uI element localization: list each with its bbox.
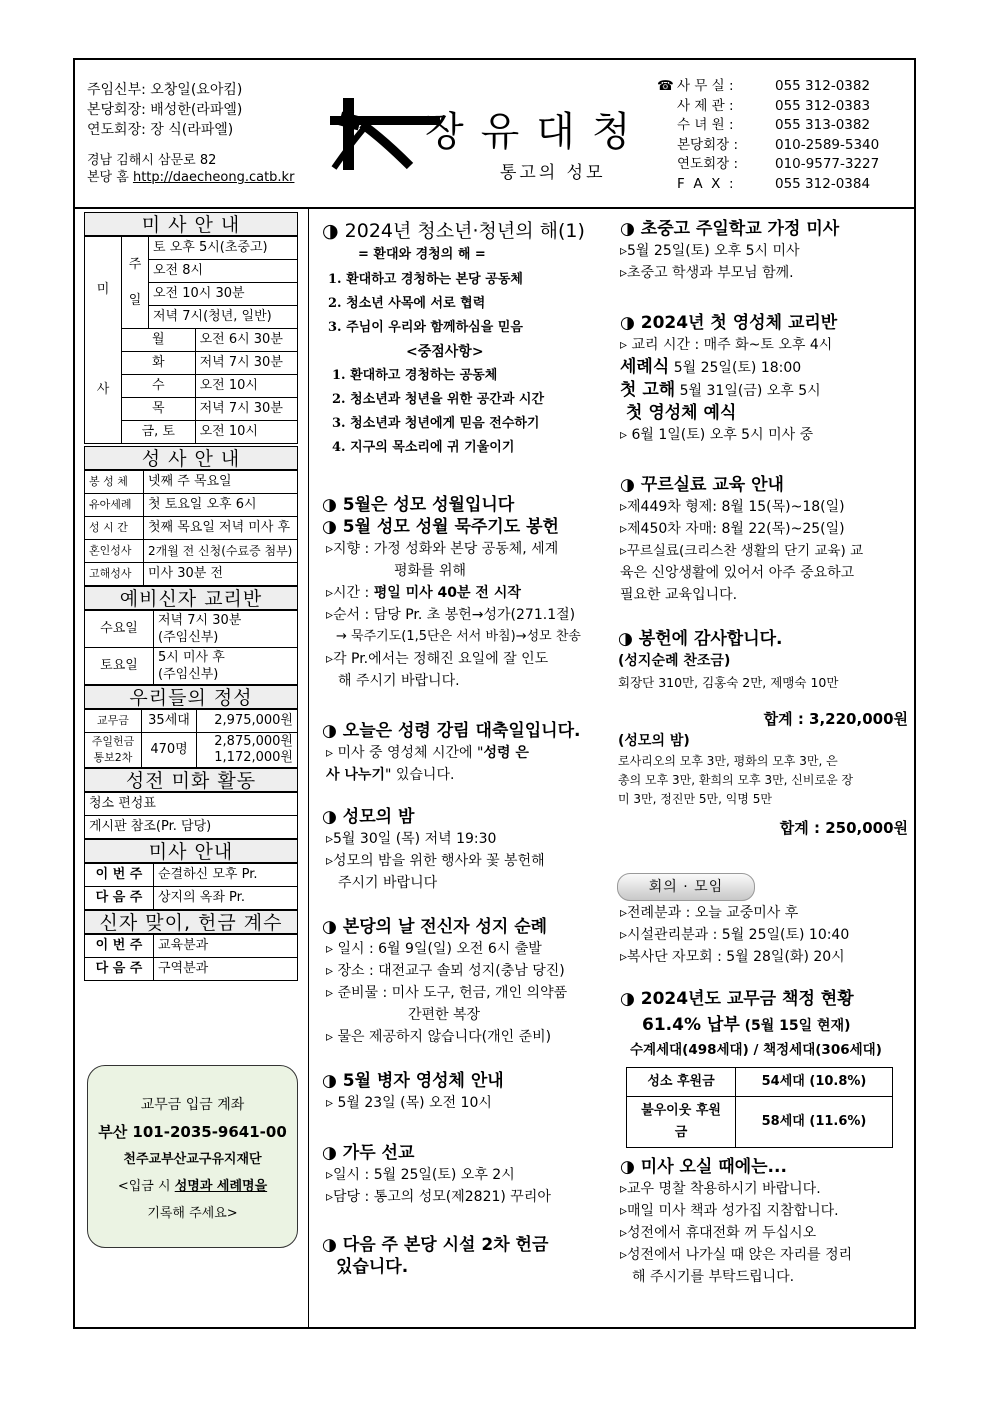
header-divider [73,207,916,209]
contact-list [657,77,879,194]
offering-title: 우리들의 정성 [84,685,298,709]
sacrament-title: 성 사 안 내 [84,446,298,470]
first-communion-section: ◑ 2024년 첫 영성체 교리반 ▹ 교리 시간 : 매주 화~토 오후 4시 세례식 5월 25일(토) 18:00 첫 고해 5월 31일(금) 오후 5시 첫 영성체 예식 ▹ 6월 1일(토) 오후 5시 미사 중 [620,313,838,443]
cursillo-section: ◑ 꾸르실료 교육 안내 ▹제449차 형제: 8월 15(목)~18(일) ▹제450차 자매: 8월 22(목)~25(일) ▹꾸르실료(크리스찬 생활의 단기 교육) 교 육은 신앙생활에 있어서 아주 중요하고 필요한 교육입니다. [620,475,864,603]
pentecost-section: ◑ 오늘은 성령 강림 대축일입니다. ▹ 미사 중 영성체 시간에 "성령 은 사 나누기" 있습니다. [322,721,581,783]
table-row: 성소 후원금 54세대 (10.8%) [627,1068,893,1097]
sunday-label: 주 일 [122,237,149,329]
cross-logo-icon [322,92,442,174]
chair1: 본당회장: 배성한(라파엘) [87,102,243,118]
mass-schedule-title: 미 사 안 내 [84,212,298,236]
welcome-table: 이 번 주 교육분과 다 음 주 구역분과 [84,934,298,981]
tithe-table [626,1067,893,1148]
table-row: 불우이웃 후원금 58세대 (11.6%) [627,1097,893,1148]
beautification-title: 성전 미화 활동 [84,768,298,792]
address: 경남 김해시 삼문로 82 [87,153,217,168]
mass-guide-table: 이 번 주 순결하신 모후 Pr. 다 음 주 상지의 옥좌 Pr. [84,863,298,910]
phone-icon: ☎ [657,78,674,94]
street-mission-section: ◑ 가두 선교 ▹일시 : 5월 25일(토) 오후 2시 ▹담당 : 통고의 성모(제2821) 꾸리아 [322,1143,551,1205]
column-divider [308,209,309,1329]
contact-row: 본당회장 : 010-2589-5340 [677,136,880,153]
contact-row: F A X : 055 312-0384 [677,175,871,192]
offering-table: 교무금 35세대 2,975,000원 주일헌금 통보2차 470명 2,875,000원 1,172,000원 [84,709,298,768]
bulletin-title: 장유대청 [425,109,648,155]
half-circle-icon: ◑ [322,220,339,242]
account-box: 교무금 입금 계좌 부산 101-2035-9641-00 천주교부산교구유지재단 <입금 시 성명과 세례명을 기록해 주세요> [87,1065,298,1248]
contact-row: ☎ 사 무 실 : 055 312-0382 [657,77,879,97]
parish-officers [87,80,294,186]
family-mass-section: ◑ 초중고 주일학교 가정 미사 ▹5월 25일(토) 오후 5시 미사 ▹초중고 학생과 부모님 함께. [620,219,840,281]
contact-row: 연도회장 : 010-9577-3227 [677,156,880,172]
mass-etiquette-section: ◑ 미사 오실 때에는... ▹교우 명찰 착용하시기 바랍니다. ▹매일 미사 책과 성가집 지참합니다. ▹성전에서 휴대전화 꺼 두십시오 ▹성전에서 나가실 때 앉은 자리를 정리 해 주시기를 부탁드립니다. [620,1157,853,1285]
catechumen-table: 수요일 저녁 7시 30분 (주임신부) 토요일 5시 미사 후 (주임신부) [84,610,298,685]
sacrament-table: 봉 성 체 넷째 주 목요일 유아세례 첫 토요일 오후 6시 성 시 간 첫째 목요일 저녁 미사 후 혼인성사 2개월 전 신청(수료증 첨부) 고해성사 미사 30분 전 [84,470,298,586]
mass-guide-title: 미사 안내 [84,839,298,863]
meeting-badge: 회의 · 모임 [617,873,755,901]
contact-row: 수 녀 원 : 055 313-0382 [677,117,871,133]
mass-schedule-table: 미 사 주 일 토 오후 5시(초중고) 오전 8시 오전 10시 30분 저녁 7시(청년, 일반) 월 오전 6시 30분 화 저녁 7시 30분 수 오전 10시 목 저녁 7시 30분 금, 토 오전 10시 [84,236,298,444]
sick-communion-section: ◑ 5월 병자 영성체 안내 ▹ 5월 23일 (목) 오전 10시 [322,1071,504,1111]
youth-year-section: ◑ 2024년 청소년·청년의 해(1) = 환대와 경청의 해 = 1. 환대하고 경청하는 본당 공동체 2. 청소년 사목에 서로 협력 3. 주님이 우리와 함께하심을 믿음 <중점사항> 1. 환대하고 경청하는 공동체 2. 청소년과 청년을 위한 공간과 시간 3. 청소년과 청년에게 믿음 전수하기 4. 지구의 목소리에 귀 기울이기 [322,220,585,455]
bulletin-subtitle: 통고의 성모 [500,163,606,183]
pastor: 주임신부: 오창일(요아킴) [87,82,243,98]
welcome-title: 신자 맞이, 헌금 계수 [84,910,298,934]
chair2: 연도회장: 장 식(라파엘) [87,122,234,138]
marian-night-section: ◑ 성모의 밤 ▹5월 30일 (목) 저녁 19:30 ▹성모의 밤을 위한 행사와 꽃 봉헌해 주시기 바랍니다 [322,807,545,891]
meeting-section: ▹전례분과 : 오늘 교중미사 후 ▹시설관리분과 : 5월 25일(토) 10:40 ▹복사단 자모회 : 5월 28일(화) 20시 [620,905,850,965]
beautification-table: 청소 편성표 게시판 참조(Pr. 담당) [84,792,298,839]
homepage-link[interactable]: http://daecheong.catb.kr [132,170,295,185]
pilgrimage-section: ◑ 본당의 날 전신자 성지 순례 ▹ 일시 : 6월 9일(일) 오전 6시 출발 ▹ 장소 : 대전교구 솔뫼 성지(충남 당진) ▹ 준비물 : 미사 도구, 헌금, 개인 의약품 간편한 복장 ▹ 물은 제공하지 않습니다(개인 준비) [322,917,568,1045]
catechumen-title: 예비신자 교리반 [84,586,298,610]
donation-thanks-section: ◑ 봉헌에 감사합니다. (성지순례 찬조금) 회장단 310만, 김홍숙 2만, 제맹숙 10만 합계 : 3,220,000원 (성모의 밤) 로사리오의 모후 3만, 평화의 모후 3만, 은 총의 모후 3만, 환희의 모후 3만, 신비로운 장 미 3만, 정진만 5만, 익명 5만 합계 : 250,000원 [618,629,908,837]
tithe-status-section: ◑ 2024년도 교무금 책정 현황 61.4% 납부 (5월 15일 현재) 수계세대(498세대) / 책정세대(306세대) 성소 후원금 54세대 (10.8%) 불우이웃 후원금 58세대 (11.6%) [620,988,910,1148]
may-rosary-section: ◑ 5월은 성모 성월입니다 ◑ 5월 성모 성월 묵주기도 봉헌 ▹지향 : 가정 성화와 본당 공동체, 세계 평화를 위해 ▹시간 : 평일 미사 40분 전 시작 ▹순서 : 담당 Pr. 초 봉헌→성가(271.1절) → 묵주기도(1,5단은 서서 바침)→성모 찬송 ▹각 Pr.에서는 정해진 요일에 잘 인도 해 주시기 바랍니다. [322,495,581,689]
mass-side-label: 미 사 [85,237,122,444]
homepage: 본당 홈 http://daecheong.catb.kr [87,170,295,185]
contact-row: 사 제 관 : 055 312-0383 [677,97,871,114]
left-column [84,212,298,981]
second-collection-section: ◑ 다음 주 본당 시설 2차 헌금 있습니다. [322,1235,549,1277]
